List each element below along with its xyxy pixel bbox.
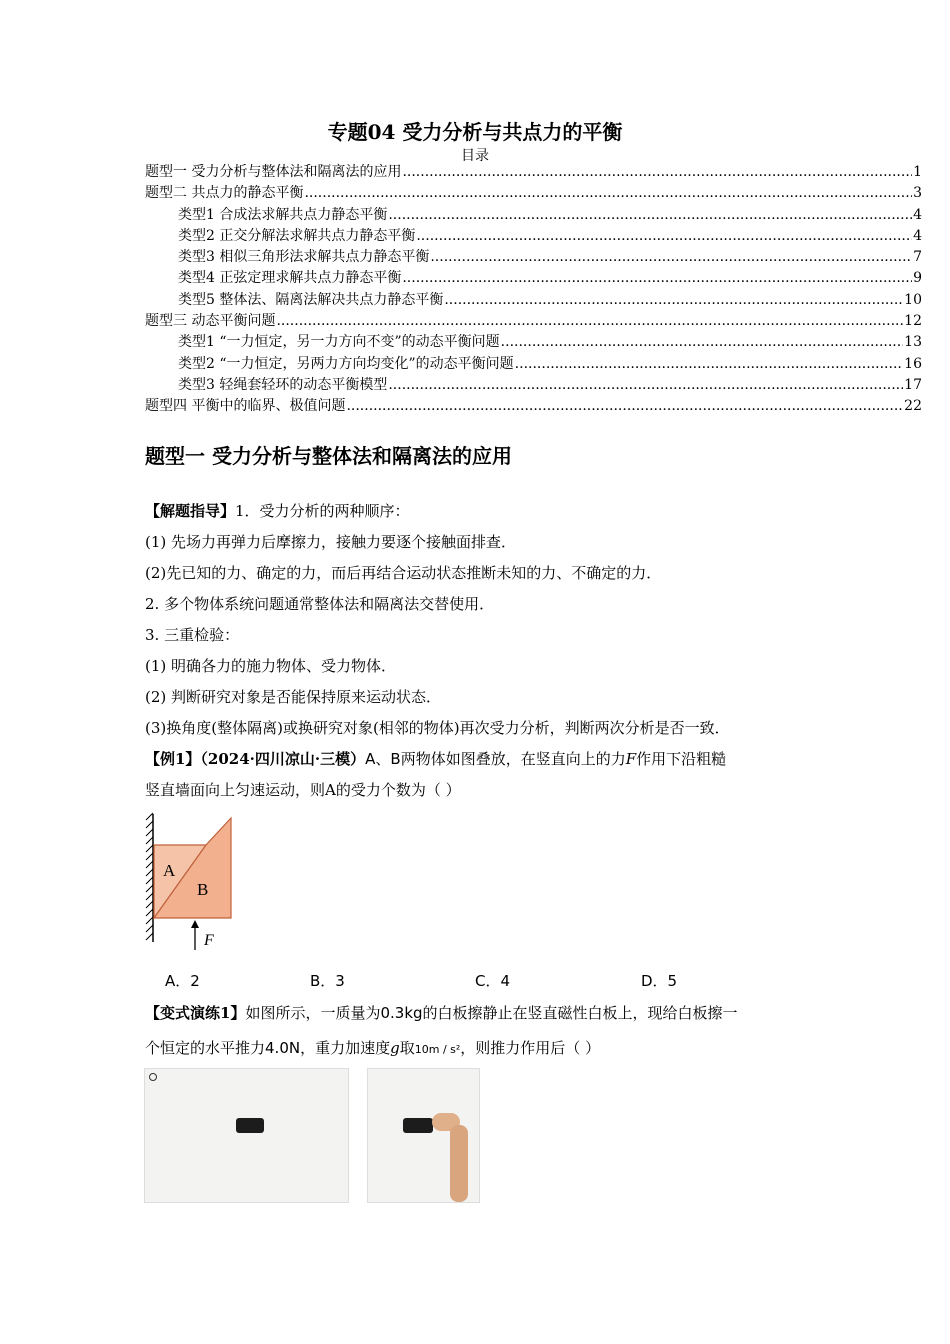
toc-entry[interactable]: 类型5 整体法、隔离法解决共点力静态平衡 ..... 10 xyxy=(145,290,922,311)
toc-entry[interactable]: 题型二 共点力的静态平衡 ..... 3 xyxy=(145,183,922,204)
eraser-icon xyxy=(236,1118,264,1133)
toc-entry[interactable]: 题型四 平衡中的临界、极值问题 ..... 22 xyxy=(145,396,922,417)
option-a[interactable]: A．2 xyxy=(165,972,200,990)
guide-line: (2) 判断研究对象是否能保持原来运动状态． xyxy=(145,688,442,706)
toc-entry[interactable]: 类型4 正弦定理求解共点力静态平衡 ..... 9 xyxy=(145,268,922,289)
variant-question: 【变式演练1】如图所示，一质量为0.3kg的白板擦静止在竖直磁性白板上，现给白板擦一 xyxy=(145,1004,738,1022)
guide-line: (1) 先场力再弹力后摩擦力，接触力要逐个接触面排查． xyxy=(145,533,517,551)
toc-entry[interactable]: 题型一 受力分析与整体法和隔离法的应用 ..... 1 xyxy=(145,162,922,183)
variant-question-line2: 个恒定的水平推力4.0N，重力加速度g取10m / s²，则推力作用后（ ） xyxy=(145,1039,601,1057)
whiteboard-photo-1 xyxy=(144,1068,349,1203)
guide-line: 3. 三重检验： xyxy=(145,626,240,644)
label-a: A xyxy=(163,861,176,880)
table-of-contents xyxy=(145,162,922,418)
guide-line: 【解题指导】1．受力分析的两种顺序： xyxy=(145,502,410,520)
option-b[interactable]: B．3 xyxy=(310,972,345,990)
eraser-icon xyxy=(403,1118,433,1133)
toc-entry[interactable]: 题型三 动态平衡问题 ..... 12 xyxy=(145,311,922,332)
toc-entry[interactable]: 类型2 “一力恒定，另两力方向均变化”的动态平衡问题 ..... 16 xyxy=(145,354,922,375)
option-d[interactable]: D．5 xyxy=(641,972,678,990)
toc-entry[interactable]: 类型3 轻绳套轻环的动态平衡模型 ..... 17 xyxy=(145,375,922,396)
toc-entry[interactable]: 类型1 “一力恒定，另一力方向不变”的动态平衡问题 ..... 13 xyxy=(145,332,922,353)
toc-entry[interactable]: 类型1 合成法求解共点力静态平衡 ..... 4 xyxy=(145,205,922,226)
force-arrowhead xyxy=(191,920,199,928)
guide-line: (3)换角度(整体隔离)或换研究对象(相邻的物体)再次受力分析，判断两次分析是否一致． xyxy=(145,719,730,737)
guide-line: 2. 多个物体系统问题通常整体法和隔离法交替使用． xyxy=(145,595,495,613)
guide-line: (1) 明确各力的施力物体、受力物体． xyxy=(145,657,397,675)
whiteboard-photo-2 xyxy=(367,1068,480,1203)
label-f: F xyxy=(204,932,214,949)
example-question-line2: 竖直墙面向上匀速运动，则A的受力个数为（ ） xyxy=(145,781,461,799)
page-title: 专题04 受力分析与共点力的平衡 xyxy=(327,120,623,144)
toc-label: 目录 xyxy=(461,148,489,164)
magnet-icon xyxy=(149,1073,157,1081)
section-heading: 题型一 受力分析与整体法和隔离法的应用 xyxy=(145,444,512,468)
toc-entry[interactable]: 类型2 正交分解法求解共点力静态平衡 ..... 4 xyxy=(145,226,922,247)
example-question: 【例1】（2024·四川凉山·三模）A、B两物体如图叠放，在竖直向上的力F作用下沿粗糙 xyxy=(145,750,727,768)
guide-line: (2)先已知的力、确定的力，而后再结合运动状态推断未知的力、不确定的力． xyxy=(145,564,662,582)
option-c[interactable]: C．4 xyxy=(475,972,511,990)
label-b: B xyxy=(197,880,209,899)
example-figure xyxy=(143,812,238,952)
toc-entry[interactable]: 类型3 相似三角形法求解共点力静态平衡 ..... 7 xyxy=(145,247,922,268)
arm-icon xyxy=(450,1125,468,1202)
